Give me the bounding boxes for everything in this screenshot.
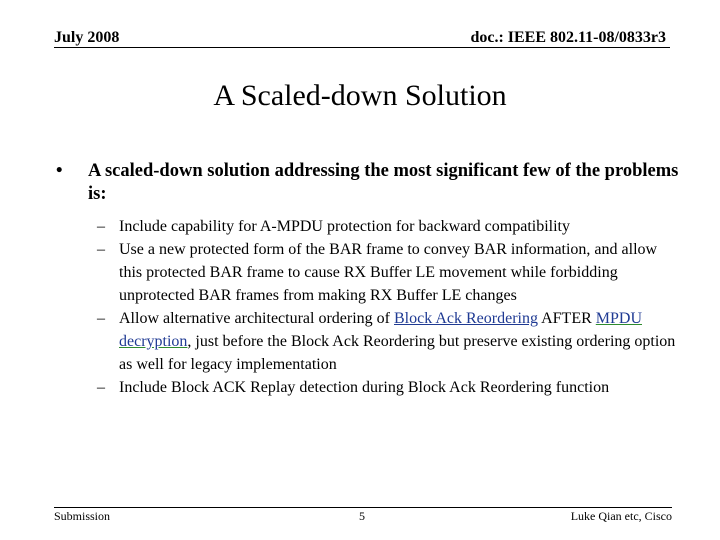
footer-page-number: 5 [359, 509, 365, 523]
sub-bullet-text: Include Block ACK Replay detection during Block Ack Reordering function [119, 379, 610, 396]
dash-icon: – [97, 241, 105, 258]
sub-bullet-item [54, 376, 684, 399]
dash-icon: – [97, 379, 105, 396]
header-date: July 2008 [54, 29, 120, 46]
sub-bullet-text: Use a new protected form of the BAR frame to convey BAR information, and allow this protected BAR frame to cause RX Buffer LE movement while forbidding unprotected BAR frames from making RX Buffer LE changes [119, 241, 658, 304]
sub-bullet-text: Include capability for A-MPDU protection for backward compatibility [119, 218, 570, 235]
sub-bullet-text-part: AFTER [537, 310, 596, 327]
header-divider [54, 47, 670, 48]
slide-body [54, 160, 684, 399]
sub-bullet-item [54, 215, 684, 238]
footer-divider [54, 507, 672, 508]
footer-author: Luke Qian etc, Cisco [570, 509, 672, 523]
sub-bullet-item [54, 307, 684, 376]
slide-title: A Scaled-down Solution [213, 79, 507, 112]
sub-bullet-text-part: , just before the Block Ack Reordering but preserve existing ordering option as well for legacy implementation [119, 333, 676, 373]
dash-icon: – [97, 218, 105, 235]
main-bullet-text: A scaled-down solution addressing the most significant few of the problems is: [88, 161, 679, 204]
main-bullet [54, 160, 684, 206]
block-ack-reordering-link[interactable]: Block Ack Reordering [394, 310, 538, 327]
mpdu-decryption-link[interactable]: MPDU decryption [119, 310, 642, 350]
footer-submission: Submission [54, 509, 111, 523]
sub-bullet-item [54, 238, 684, 307]
header-doc-id: doc.: IEEE 802.11-08/0833r3 [470, 29, 666, 46]
sub-bullet-list [54, 215, 684, 399]
bullet-dot-icon: • [56, 161, 63, 181]
dash-icon: – [97, 310, 105, 327]
sub-bullet-text-part: Allow alternative architectural ordering of [119, 310, 394, 327]
